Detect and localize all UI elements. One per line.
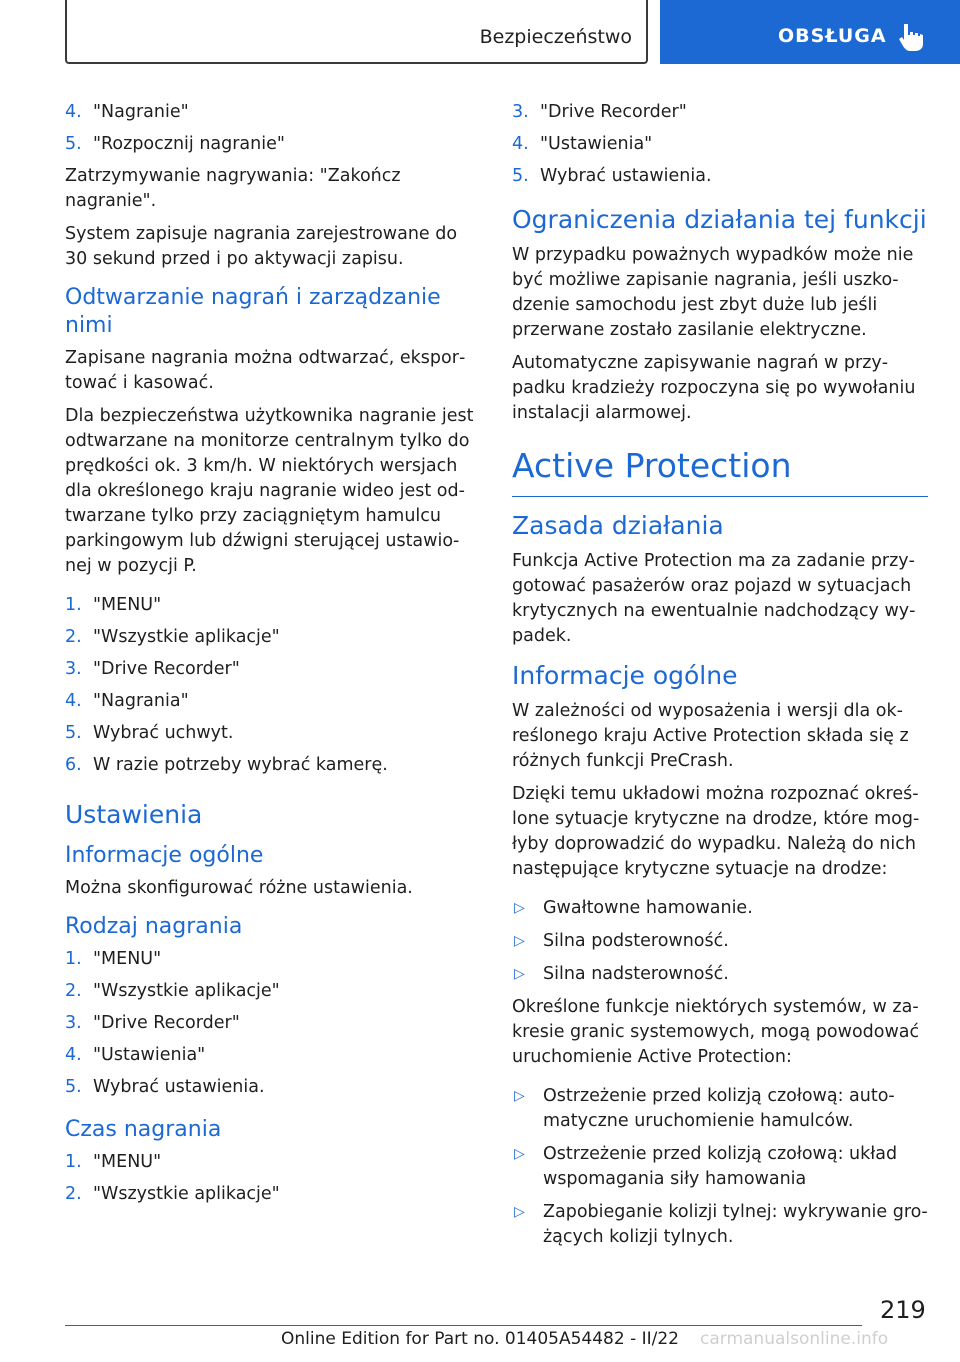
subheading-playback: Odtwarzanie nagrań i zarządzanie nimi bbox=[65, 285, 441, 338]
list-item: ▷ Silna nadsterowność. bbox=[512, 962, 928, 987]
triangle-bullet-icon: ▷ bbox=[514, 1088, 525, 1104]
list-item: 2. "Wszystkie aplikacje" bbox=[65, 627, 280, 647]
paragraph: Można skonfigurować różne ustawienia. bbox=[65, 878, 413, 898]
list-item: 5. "Rozpocznij nagranie" bbox=[65, 134, 285, 154]
paragraph: Określone funkcje niektórych systemów, w za‐ kresie granic systemowych, mogą powodować uruchomienie Active Protection: bbox=[512, 997, 920, 1067]
subheading-recording-time: Czas nagrania bbox=[65, 1117, 222, 1142]
list-item: ▷ Ostrzeżenie przed kolizją czołową: układ wspomagania siły hamowania bbox=[512, 1142, 928, 1192]
list-item: ▷ Silna podsterowność. bbox=[512, 929, 928, 954]
triangle-bullet-icon: ▷ bbox=[514, 900, 525, 916]
paragraph: Dzięki temu układowi można rozpoznać okreś‐ lone sytuacje krytyczne na drodze, które mog‐ łyby doprowadzić do wypadku. Należą do nich następujące krytyczne sytuacje na drodze: bbox=[512, 784, 920, 879]
list-item: 6. W razie potrzeby wybrać kamerę. bbox=[65, 755, 388, 775]
list-item: 5. Wybrać ustawienia. bbox=[512, 166, 712, 186]
list-item: ▷ Ostrzeżenie przed kolizją czołową: auto‐ matyczne uruchomienie hamulców. bbox=[512, 1084, 928, 1134]
list-item: ▷ Gwałtowne hamowanie. bbox=[512, 896, 928, 921]
subheading-recording-type: Rodzaj nagrania bbox=[65, 914, 243, 939]
paragraph: W przypadku poważnych wypadków może nie być możliwe zapisanie nagrania, jeśli uszko‐ dzenie samochodu jest zbyt duże lub jeśli przerwane zostało zasilanie elektryczne. bbox=[512, 245, 914, 340]
pointing-hand-icon bbox=[898, 22, 924, 52]
list-item: 5. Wybrać ustawienia. bbox=[65, 1077, 265, 1097]
watermark: carmanualsonline.info bbox=[700, 1329, 889, 1349]
header-chapter-tab bbox=[660, 0, 960, 64]
triangle-bullet-icon: ▷ bbox=[514, 1146, 525, 1162]
list-item: 1. "MENU" bbox=[65, 1152, 162, 1172]
triangle-bullet-icon: ▷ bbox=[514, 1204, 525, 1220]
heading-active-protection: Active Protection bbox=[512, 444, 928, 497]
header-chapter-title: OBSŁUGA bbox=[778, 25, 887, 47]
list-item: 4. "Nagranie" bbox=[65, 102, 189, 122]
paragraph: Funkcja Active Protection ma za zadanie przy‐ gotować pasażerów oraz pojazd w sytuacjach krytycznych na ewentualnie nadchodzący wy‐ padek. bbox=[512, 551, 916, 646]
paragraph: Automatyczne zapisywanie nagrań w przy‐ padku kradzieży rozpoczyna się po wywołaniu instalacji alarmowej. bbox=[512, 353, 916, 423]
header-section-title: Bezpieczeństwo bbox=[479, 26, 632, 48]
left-column bbox=[65, 100, 480, 1214]
footer-divider bbox=[65, 1325, 862, 1326]
triangle-bullet-icon: ▷ bbox=[514, 933, 525, 949]
page-number: 219 bbox=[880, 1296, 926, 1324]
list-item: 5. Wybrać uchwyt. bbox=[65, 723, 234, 743]
list-item: 3. "Drive Recorder" bbox=[65, 659, 240, 679]
header-section-tab bbox=[65, 0, 648, 64]
list-item: 3. "Drive Recorder" bbox=[512, 102, 687, 122]
list-item: 2. "Wszystkie aplikacje" bbox=[65, 981, 280, 1001]
right-column bbox=[512, 100, 928, 1258]
list-item: 2. "Wszystkie aplikacje" bbox=[65, 1184, 280, 1204]
paragraph: System zapisuje nagrania zarejestrowane do 30 sekund przed i po aktywacji zapisu. bbox=[65, 224, 458, 269]
footer-edition: Online Edition for Part no. 01405A54482 - II/22 bbox=[280, 1329, 679, 1349]
list-item: 4. "Ustawienia" bbox=[65, 1045, 206, 1065]
list-item: 4. "Ustawienia" bbox=[512, 134, 653, 154]
heading-principle: Zasada działania bbox=[512, 511, 724, 540]
triangle-bullet-icon: ▷ bbox=[514, 966, 525, 982]
list-item: 4. "Nagrania" bbox=[65, 691, 189, 711]
heading-settings: Ustawienia bbox=[65, 800, 203, 829]
list-item: ▷ Zapobieganie kolizji tylnej: wykrywanie gro‐ żących kolizji tylnych. bbox=[512, 1200, 928, 1250]
subheading-general: Informacje ogólne bbox=[65, 843, 264, 868]
list-item: 1. "MENU" bbox=[65, 595, 162, 615]
paragraph: Zatrzymywanie nagrywania: "Zakończ nagranie". bbox=[65, 166, 401, 211]
paragraph: W zależności od wyposażenia i wersji dla ok‐ reślonego kraju Active Protection składa się z różnych funkcji PreCrash. bbox=[512, 701, 909, 771]
list-item: 3. "Drive Recorder" bbox=[65, 1013, 240, 1033]
list-item: 1. "MENU" bbox=[65, 949, 162, 969]
paragraph: Dla bezpieczeństwa użytkownika nagranie jest odtwarzane na monitorze centralnym tylko do prędkości ok. 3 km/h. W niektórych wersjach dla określonego kraju nagranie wideo jest od‐ twarzane tylko przy zaciągniętym hamulcu parkingowym lub dźwigni sterującej ustawio‐ nej w pozycji P. bbox=[65, 406, 474, 576]
paragraph: Zapisane nagrania można odtwarzać, ekspor‐ tować i kasować. bbox=[65, 348, 466, 393]
heading-limits: Ograniczenia działania tej funkcji bbox=[512, 205, 927, 234]
heading-general-info: Informacje ogólne bbox=[512, 661, 738, 690]
